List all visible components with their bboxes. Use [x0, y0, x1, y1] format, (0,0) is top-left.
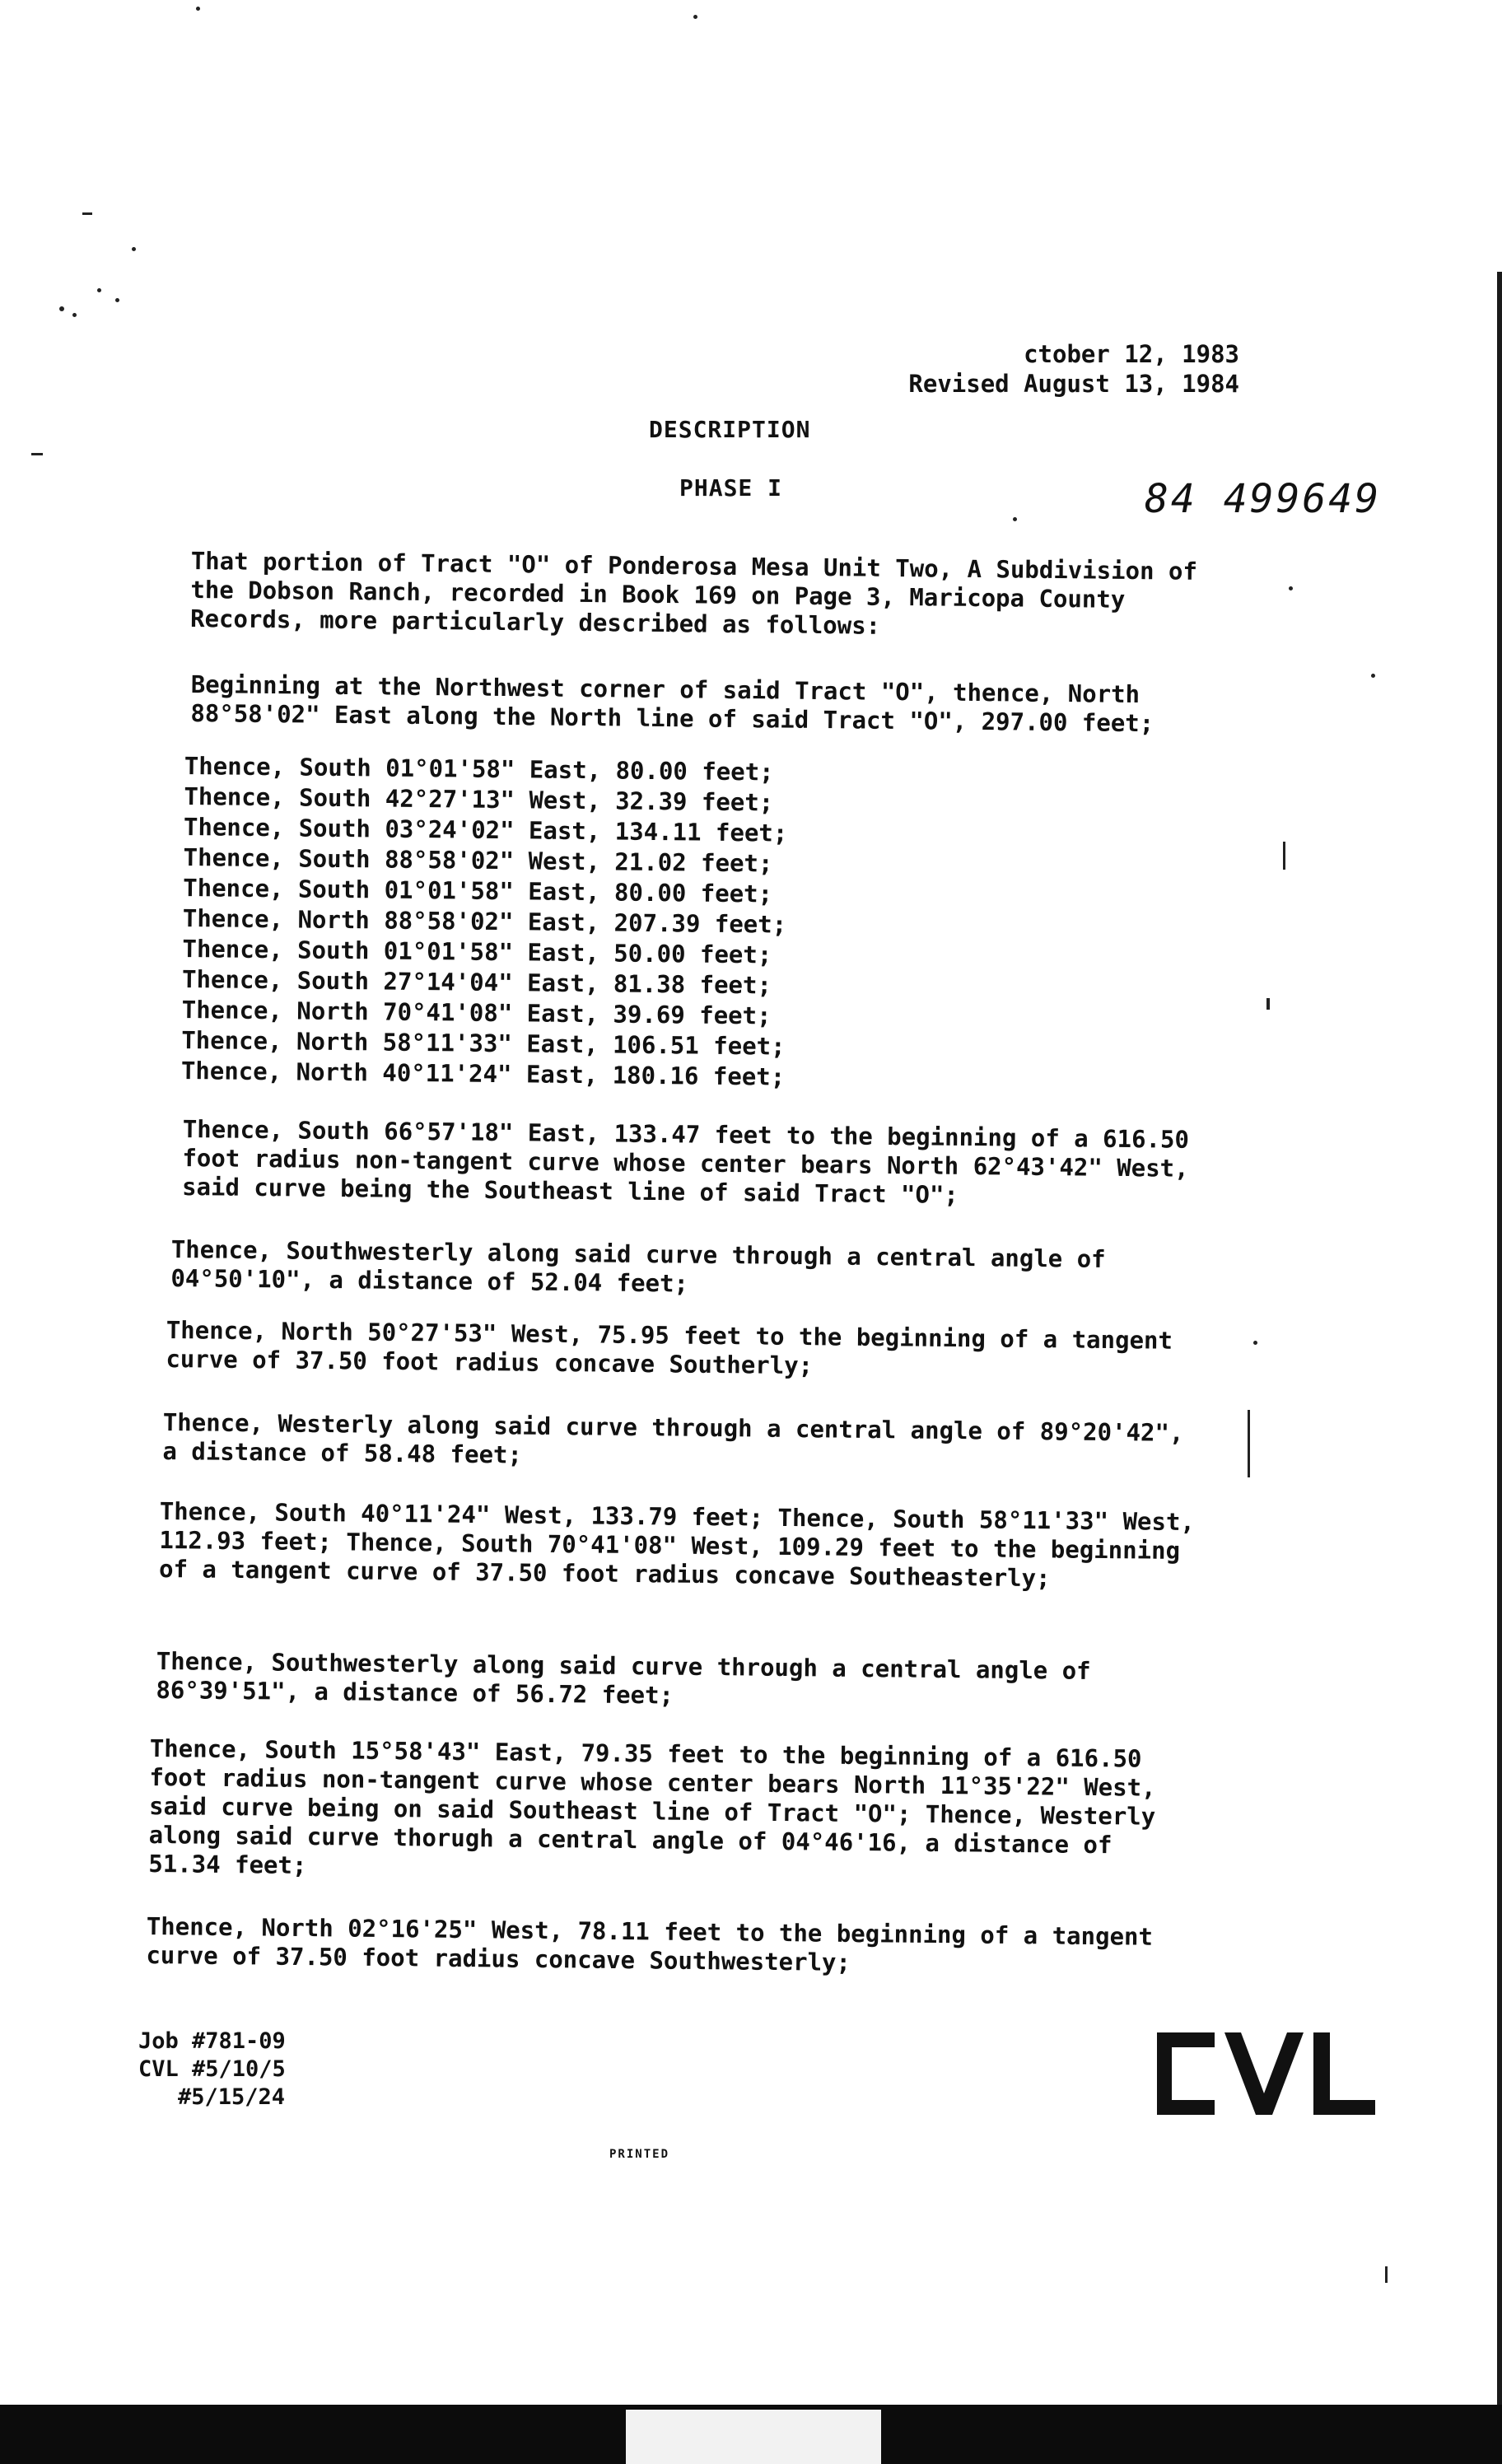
paragraph-text: Thence, Westerly along said curve through a central angle of 89°20'42", a distance of 58.48 feet; [162, 1408, 1184, 1469]
paragraph-text: Thence, North 50°27'53" West, 75.95 feet to the beginning of a tangent curve of 37.50 foot radius concave Southerly; [166, 1316, 1173, 1380]
scan-speck [693, 15, 697, 19]
scan-speck [1266, 998, 1270, 1010]
document-title: DESCRIPTION [649, 416, 811, 443]
paragraph-text: Thence, South 15°58'43" East, 79.35 feet to the beginning of a 616.50 foot radius non-tangent curve whose center bears North 11°35'22" West, said curve being on said Southeast line of Tract "O"; Thence, Westerly along said curve thorugh a central angle of 04°46'16, a distance of 51.34 feet; [148, 1734, 1156, 1880]
scan-speck [1385, 2266, 1388, 2283]
beginning-paragraph [190, 670, 1233, 739]
course-line: Thence, North 58°11'33" East, 106.51 feet; [181, 1025, 786, 1061]
secondary-reference: #5/15/24 [178, 2084, 286, 2110]
course-line: Thence, South 42°27'13" West, 32.39 feet; [184, 782, 774, 817]
scan-speck [1283, 842, 1285, 870]
job-number: Job #781-09 [138, 2028, 286, 2054]
scan-speck [59, 306, 64, 311]
paragraph-text: Thence, South 40°11'24" West, 133.79 feet; Thence, South 58°11'33" West, 112.93 feet; Thence, South 70°41'08" West, 109.29 feet to the beginning of a tangent curve of 37.50 foot radius concave Southeasterly; [158, 1497, 1196, 1593]
original-date: ctober 12, 1983 [1024, 340, 1239, 368]
scan-speck [82, 212, 92, 215]
job-reference [138, 2028, 286, 2112]
paragraph-text: Thence, Southwesterly along said curve through a central angle of 86°39'51", a distance of 56.72 feet; [156, 1647, 1091, 1710]
revised-date: Revised August 13, 1984 [908, 370, 1239, 398]
scan-speck [31, 453, 43, 455]
course-line: Thence, South 88°58'02" West, 21.02 feet; [183, 842, 773, 878]
intro-text: That portion of Tract "O" of Ponderosa Mesa Unit Two, A Subdivision of the Dobson Ranch, recorded in Book 169 on Page 3, Maricopa County Records, more particularly described as follows: [189, 547, 1198, 640]
body-paragraph [146, 1912, 1188, 1981]
body-paragraph [162, 1408, 1205, 1477]
beginning-text: Beginning at the Northwest corner of said Tract "O", thence, North 88°58'02" East along the North line of said Tract "O", 297.00 feet; [190, 670, 1154, 738]
paragraph-text: Thence, Southwesterly along said curve through a central angle of 04°50'10", a distance of 52.04 feet; [170, 1235, 1106, 1298]
course-line: Thence, North 70°41'08" East, 39.69 feet; [181, 995, 772, 1030]
scan-edge-right [1497, 272, 1502, 2413]
cvl-reference: CVL #5/10/5 [138, 2056, 286, 2082]
scan-speck [196, 7, 200, 11]
body-paragraph [148, 1734, 1192, 1889]
scan-speck [1253, 1341, 1257, 1345]
cvl-logo [1149, 2024, 1383, 2123]
paragraph-text: Thence, South 66°57'18" East, 133.47 feet to the beginning of a 616.50 foot radius non-tangent curve whose center bears North 62°43'42" West, said curve being the Southeast line of said Tract "O"; [181, 1115, 1190, 1209]
courses-list [181, 751, 789, 1093]
scan-speck [72, 313, 77, 317]
scan-speck [132, 247, 136, 251]
date-block [893, 339, 1239, 399]
intro-paragraph [190, 547, 1233, 644]
course-line: Thence, South 27°14'04" East, 81.38 feet; [181, 964, 772, 1000]
body-paragraph [159, 1497, 1201, 1594]
course-line: Thence, South 01°01'58" East, 80.00 feet; [183, 873, 773, 908]
body-paragraph [182, 1115, 1224, 1212]
footer-stamp: PRINTED [609, 2148, 670, 2161]
scan-speck [1371, 674, 1375, 678]
course-line: Thence, North 40°11'24" East, 180.16 feet; [180, 1056, 786, 1091]
body-paragraph [170, 1235, 1213, 1304]
scan-notch [626, 2410, 881, 2464]
scan-speck [1248, 1410, 1250, 1477]
phase-label: PHASE I [679, 474, 783, 502]
paragraph-text: Thence, North 02°16'25" West, 78.11 feet to the beginning of a tangent curve of 37.50 foot radius concave Southwesterly; [146, 1912, 1154, 1976]
course-line: Thence, South 01°01'58" East, 50.00 feet; [182, 934, 772, 969]
course-line: Thence, South 03°24'02" East, 134.11 feet; [183, 812, 788, 847]
scan-speck [115, 298, 119, 302]
recording-number: 84 499649 [1145, 476, 1382, 522]
course-line: Thence, South 01°01'58" East, 80.00 feet; [184, 751, 774, 786]
body-paragraph [166, 1316, 1208, 1384]
body-paragraph [156, 1647, 1198, 1715]
scan-speck [1289, 586, 1293, 590]
course-line: Thence, North 88°58'02" East, 207.39 feet; [182, 903, 787, 939]
scan-speck [97, 288, 101, 292]
scan-speck [1013, 517, 1017, 521]
